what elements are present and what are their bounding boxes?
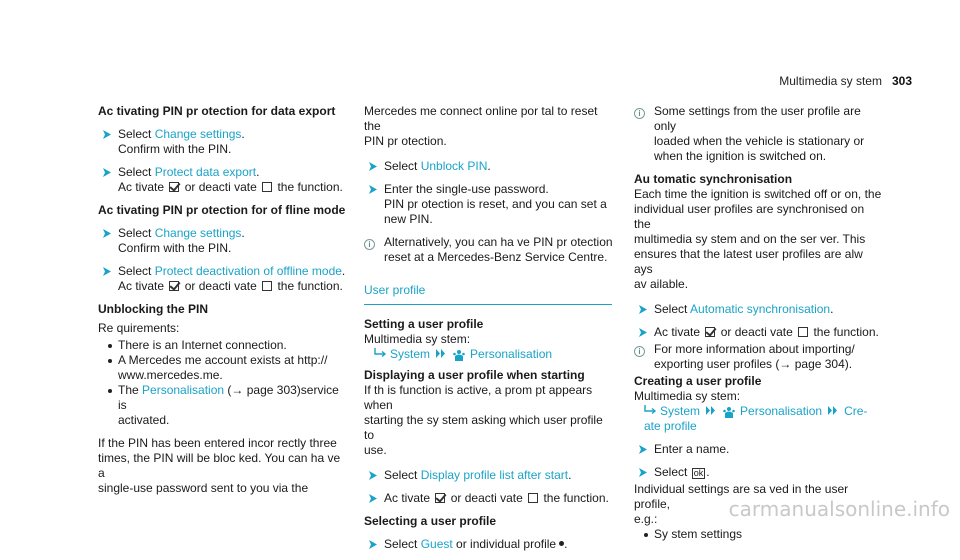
- step: Select Guest or individual profile .: [364, 537, 614, 552]
- path-hook-icon: [374, 347, 386, 362]
- text: or deacti vate: [184, 279, 257, 293]
- text: .: [706, 465, 710, 479]
- step: [364, 182, 614, 227]
- heading-displaying-user-profile: Displaying a user profile when starting: [364, 368, 585, 382]
- list-item: Sy stem settings: [644, 527, 884, 542]
- heading-pin-offline-mode: Ac tivating PIN pr otection for of fline mode: [98, 203, 346, 217]
- text: .: [241, 226, 245, 240]
- paragraph: [364, 104, 614, 149]
- watermark: carmanualsonline.info: [728, 497, 950, 521]
- step-arrow-icon: [634, 325, 650, 340]
- note: [634, 342, 884, 372]
- step-arrow-icon: [364, 537, 380, 552]
- text: or deacti vate: [184, 180, 257, 194]
- checkbox-checked-icon: [435, 493, 445, 503]
- text: www.mercedes.me.: [118, 368, 223, 382]
- step-arrow-icon: [634, 302, 650, 317]
- step: [364, 468, 614, 483]
- header-section-name: Multimedia sy stem: [779, 74, 882, 88]
- link-create-profile[interactable]: Cre-: [844, 404, 868, 418]
- link-personalisation[interactable]: Personalisation: [740, 404, 823, 418]
- settings-list: [644, 527, 884, 542]
- text: Some settings from the user profile are only: [654, 104, 861, 133]
- heading-pin-data-export: Ac tivating PIN pr otection for data export: [98, 104, 336, 118]
- text: Ac tivate: [118, 279, 165, 293]
- step-arrow-icon: [364, 491, 380, 506]
- checkbox-checked-icon: [169, 281, 179, 291]
- requirements-list: [108, 338, 348, 428]
- text: loaded when the vehicle is stationary or: [654, 134, 865, 148]
- link-protect-deactivation-offline[interactable]: Protect deactivation of offline mode: [154, 264, 342, 278]
- text: Alternatively, you can ha ve PIN pr otection: [384, 235, 613, 249]
- step-arrow-icon: [98, 226, 114, 256]
- text: reset at a Mercedes-Benz Service Centre.: [384, 250, 608, 264]
- text: e.g.:: [634, 512, 658, 526]
- checkbox-checked-icon: [169, 182, 179, 192]
- text: Select: [118, 127, 155, 141]
- text: or deacti vate: [450, 491, 523, 505]
- page-number: 303: [891, 74, 912, 88]
- step: [98, 127, 348, 157]
- list-item: [108, 353, 348, 383]
- text: multimedia sy stem and on the ser ver. This: [634, 232, 866, 246]
- text: For more information about importing/: [654, 342, 855, 356]
- text: ensures that the latest user profiles are alw ays: [634, 247, 863, 276]
- text: Select: [384, 468, 421, 482]
- requirements-label: Re quirements:: [98, 321, 180, 335]
- checkbox-empty-icon: [528, 493, 538, 503]
- link-personalisation[interactable]: Personalisation: [142, 383, 225, 397]
- text: The: [118, 383, 143, 397]
- checkbox-checked-icon: [705, 327, 715, 337]
- text: Mercedes me connect online por tal to reset the: [364, 104, 598, 133]
- checkbox-empty-icon: [798, 327, 808, 337]
- heading-selecting-user-profile: Selecting a user profile: [364, 514, 497, 528]
- step-arrow-icon: [98, 165, 114, 195]
- text: A Mercedes me account exists at http://: [118, 353, 328, 367]
- link-change-settings[interactable]: Change settings: [154, 127, 242, 141]
- text: (→ page 303)service is: [118, 383, 339, 412]
- step-arrow-icon: [634, 442, 650, 457]
- paragraph: [634, 187, 884, 292]
- ok-button-icon: ok: [693, 468, 704, 478]
- personalisation-icon: [452, 349, 466, 361]
- link-system[interactable]: System: [660, 404, 701, 418]
- text: Each time the ignition is switched off or on, the: [634, 187, 882, 201]
- link-system[interactable]: System: [390, 347, 431, 361]
- link-display-profile-list[interactable]: Display profile list after start: [420, 468, 569, 482]
- text: Ac tivate: [384, 491, 431, 505]
- step: [634, 442, 884, 457]
- text: Select: [384, 159, 421, 173]
- text: activated.: [118, 413, 170, 427]
- text: times, the PIN will be bloc ked. You can ha ve a: [98, 451, 341, 480]
- info-icon: i: [634, 108, 645, 119]
- step: [634, 325, 884, 340]
- heading-unblocking-pin: Unblocking the PIN: [98, 302, 209, 316]
- text: the function.: [813, 325, 879, 339]
- text: PIN pr otection is reset, and you can set a: [384, 197, 607, 211]
- checkbox-empty-icon: [262, 182, 272, 192]
- text: If the PIN has been entered incor rectly three: [98, 436, 337, 450]
- text: Ac tivate: [654, 325, 701, 339]
- text: .: [241, 127, 245, 141]
- text: .: [341, 264, 346, 278]
- link-automatic-sync[interactable]: Automatic synchronisation: [690, 302, 831, 316]
- column-2: [364, 104, 614, 560]
- step: [634, 465, 884, 480]
- step: [98, 264, 348, 294]
- step-arrow-icon: [364, 468, 380, 483]
- text: Select: [118, 226, 155, 240]
- step: [634, 302, 884, 317]
- text: new PIN.: [384, 212, 433, 226]
- text: Select: [654, 465, 691, 479]
- text: .: [487, 159, 491, 173]
- heading-automatic-sync: Au tomatic synchronisation: [634, 172, 793, 186]
- text: Select: [384, 537, 421, 551]
- text: use.: [364, 443, 387, 457]
- text: starting the sy stem asking which user profile to: [364, 413, 603, 442]
- text: Individual settings are sa ved in the user profile,: [634, 482, 849, 511]
- step-arrow-icon: [364, 182, 380, 227]
- text: Enter the single-use password.: [384, 182, 549, 196]
- link-protect-data-export[interactable]: Protect data export: [154, 165, 257, 179]
- note: [634, 104, 884, 164]
- text: .: [830, 302, 834, 316]
- text: Select: [118, 264, 155, 278]
- multimedia-system-label: Multimedia sy stem:: [364, 332, 471, 346]
- note: [364, 235, 614, 265]
- text: the function.: [277, 180, 343, 194]
- link-change-settings[interactable]: Change settings: [154, 226, 242, 240]
- text: av ailable.: [634, 277, 689, 291]
- text: exporting user profiles (→ page 304).: [654, 357, 853, 371]
- step-arrow-icon: [634, 465, 650, 480]
- step: [364, 491, 614, 506]
- paragraph: [98, 436, 348, 496]
- step: [364, 159, 614, 174]
- section-title-user-profile: User profile: [364, 283, 612, 305]
- radio-dot-icon: [559, 541, 564, 546]
- column-3: [634, 104, 884, 550]
- step-arrow-icon: [98, 127, 114, 157]
- step: [98, 165, 348, 195]
- text: the function.: [277, 279, 343, 293]
- path-separator-icon: [436, 347, 446, 362]
- column-1: [98, 104, 348, 502]
- text: Select: [118, 165, 155, 179]
- link-guest[interactable]: Guest: [420, 537, 453, 551]
- link-create-profile-cont[interactable]: ate profile: [644, 419, 697, 433]
- page-header: [779, 74, 912, 88]
- text: PIN pr otection.: [364, 134, 447, 148]
- text: If th is function is active, a prom pt appears when: [364, 383, 593, 412]
- link-unblock-pin[interactable]: Unblock PIN: [420, 159, 488, 173]
- path-separator-icon: [706, 404, 716, 419]
- menu-path: [634, 404, 884, 434]
- info-icon: i: [634, 346, 645, 357]
- checkbox-empty-icon: [262, 281, 272, 291]
- text: Confirm with the PIN.: [118, 241, 232, 255]
- text: Enter a name.: [654, 442, 730, 456]
- step: [98, 226, 348, 256]
- text: the function.: [543, 491, 609, 505]
- text: when the ignition is switched on.: [654, 149, 827, 163]
- heading-setting-user-profile: Setting a user profile: [364, 317, 484, 331]
- text: or individual profile: [452, 537, 557, 551]
- paragraph: [364, 383, 614, 458]
- path-hook-icon: [644, 404, 656, 419]
- list-item: There is an Internet connection.: [108, 338, 348, 353]
- step-arrow-icon: [364, 159, 380, 174]
- text: Confirm with the PIN.: [118, 142, 232, 156]
- multimedia-system-label: Multimedia sy stem:: [634, 389, 741, 403]
- info-icon: i: [364, 239, 375, 250]
- heading-creating-user-profile: Creating a user profile: [634, 374, 762, 388]
- text: .: [256, 165, 260, 179]
- personalisation-icon: [722, 406, 736, 418]
- text: individual user profiles are synchronised on the: [634, 202, 865, 231]
- text: or deacti vate: [720, 325, 793, 339]
- text: Select: [654, 302, 691, 316]
- path-separator-icon: [828, 404, 838, 419]
- menu-path: [364, 347, 614, 362]
- step-arrow-icon: [98, 264, 114, 294]
- text: single-use password sent to you via the: [98, 481, 309, 495]
- list-item: [108, 383, 348, 428]
- text: .: [568, 468, 572, 482]
- link-personalisation[interactable]: Personalisation: [470, 347, 553, 361]
- text: Ac tivate: [118, 180, 165, 194]
